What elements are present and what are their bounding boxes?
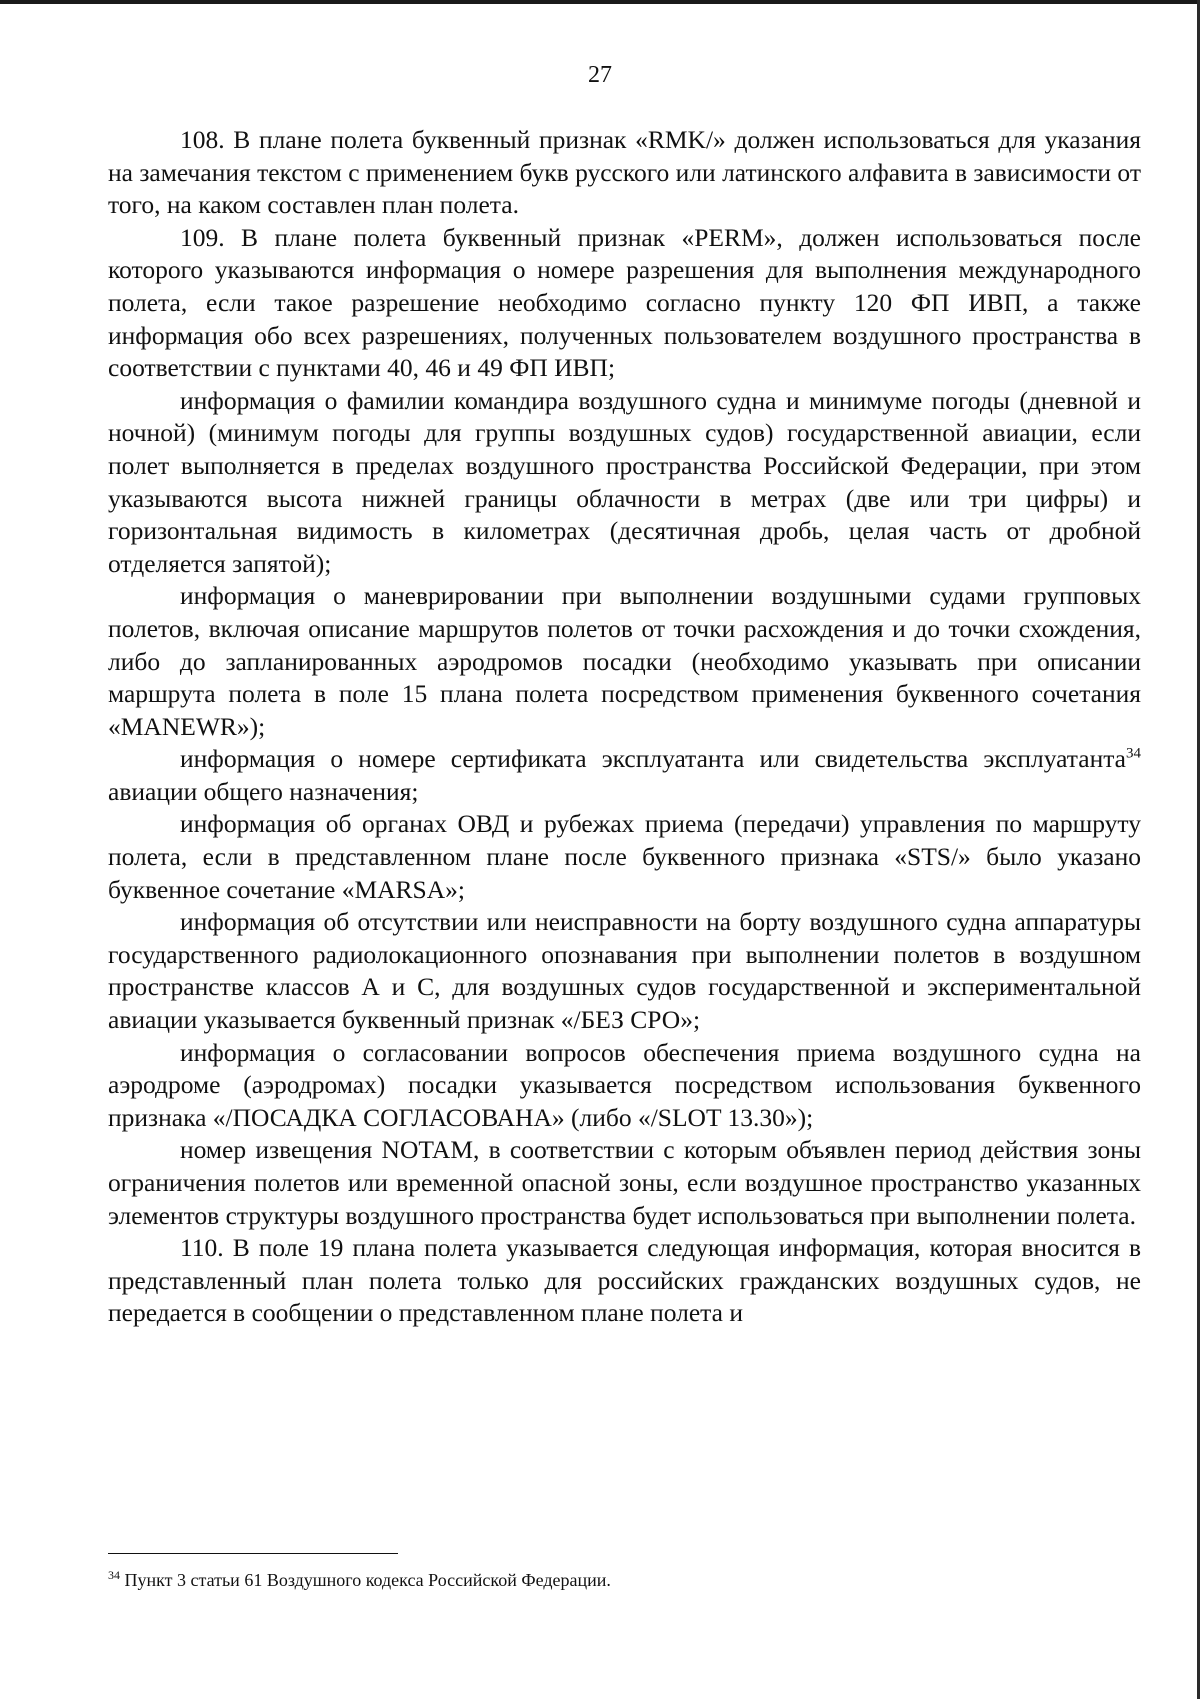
paragraph-notam-info: номер извещения NOTAM, в соответствии с которым объявлен период действия зоны ограничения полетов или временной опасной зоны, если воздушное пространство указанных элементов структуры воздушного пространства будет использоваться при выполнении полета. — [108, 1135, 1141, 1230]
paragraph-landing-info: информация о согласовании вопросов обеспечения приема воздушного судна на аэродроме (аэродромах) посадки указывается посредством использования буквенного признака «/ПОСАДКА СОГЛАСОВАНА» (либо «/SLOT 13.30»); — [108, 1037, 1141, 1132]
document-body — [108, 124, 1141, 1330]
paragraph-radar-info: информация об отсутствии или неисправности на борту воздушного судна аппаратуры государственного радиолокационного опознавания при выполнении полетов в воздушном пространстве классов А и С, для воздушных судов государственной и экспериментальной авиации указывается буквенный признак «/БЕЗ СРО»; — [108, 907, 1141, 1035]
paragraph-commander-info: информация о фамилии командира воздушного судна и минимуме погоды (дневной и ночной) (минимум погоды для группы воздушных судов) государственной авиации, если полет выполняется в пределах воздушного пространства Российской Федерации, при этом указываются высота нижней границы облачности в метрах (две или три цифры) и горизонтальная видимость в километрах (десятичная дробь, целая часть от дробной отделяется запятой); — [108, 385, 1141, 578]
footnote-text: Пункт 3 статьи 61 Воздушного кодекса Российской Федерации. — [120, 1570, 611, 1590]
paragraph-109: 109. В плане полета буквенный признак «PERM», должен использоваться после которого указываются информация о номере разрешения для выполнения международного полета, если такое разрешение необходимо согласно пункту 120 ФП ИВП, а также информация обо всех разрешениях, полученных пользователем воздушного пространства в соответствии с пунктами 40, 46 и 49 ФП ИВП; — [108, 222, 1141, 383]
paragraph-110: 110. В поле 19 плана полета указывается следующая информация, которая вносится в представленный план полета только для российских гражданских воздушных судов, не передается в сообщении о представленном плане полета и — [108, 1233, 1141, 1328]
footnote-reference-34: 34 — [1126, 745, 1141, 762]
certificate-text-start: информация о номере сертификата эксплуатанта или свидетельства эксплуатанта — [180, 744, 1126, 774]
certificate-text-end: авиации общего назначения; — [108, 776, 419, 806]
scan-edge-top — [0, 0, 1200, 4]
page-number: 27 — [588, 62, 612, 88]
footnote-marker: 34 — [108, 1568, 120, 1582]
paragraph-108: 108. В плане полета буквенный признак «RMK/» должен использоваться для указания на замечания текстом с применением букв русского или латинского алфавита в зависимости от того, на каком составлен план полета. — [108, 125, 1141, 220]
footnote-34 — [108, 1568, 1141, 1592]
paragraph-certificate-info — [108, 743, 1141, 808]
paragraph-atc-info: информация об органах ОВД и рубежах приема (передачи) управления по маршруту полета, если в представленном плане после буквенного признака «STS/» было указано буквенное сочетание «MARSA»; — [108, 809, 1141, 904]
paragraph-maneuvering-info: информация о маневрировании при выполнении воздушными судами групповых полетов, включая описание маршрутов полетов от точки расхождения и до точки схождения, либо до запланированных аэродромов посадки (необходимо указывать при описании маршрута полета в поле 15 плана полета посредством применения буквенного сочетания «MANEWR»); — [108, 581, 1141, 741]
footnote-separator — [108, 1553, 398, 1554]
